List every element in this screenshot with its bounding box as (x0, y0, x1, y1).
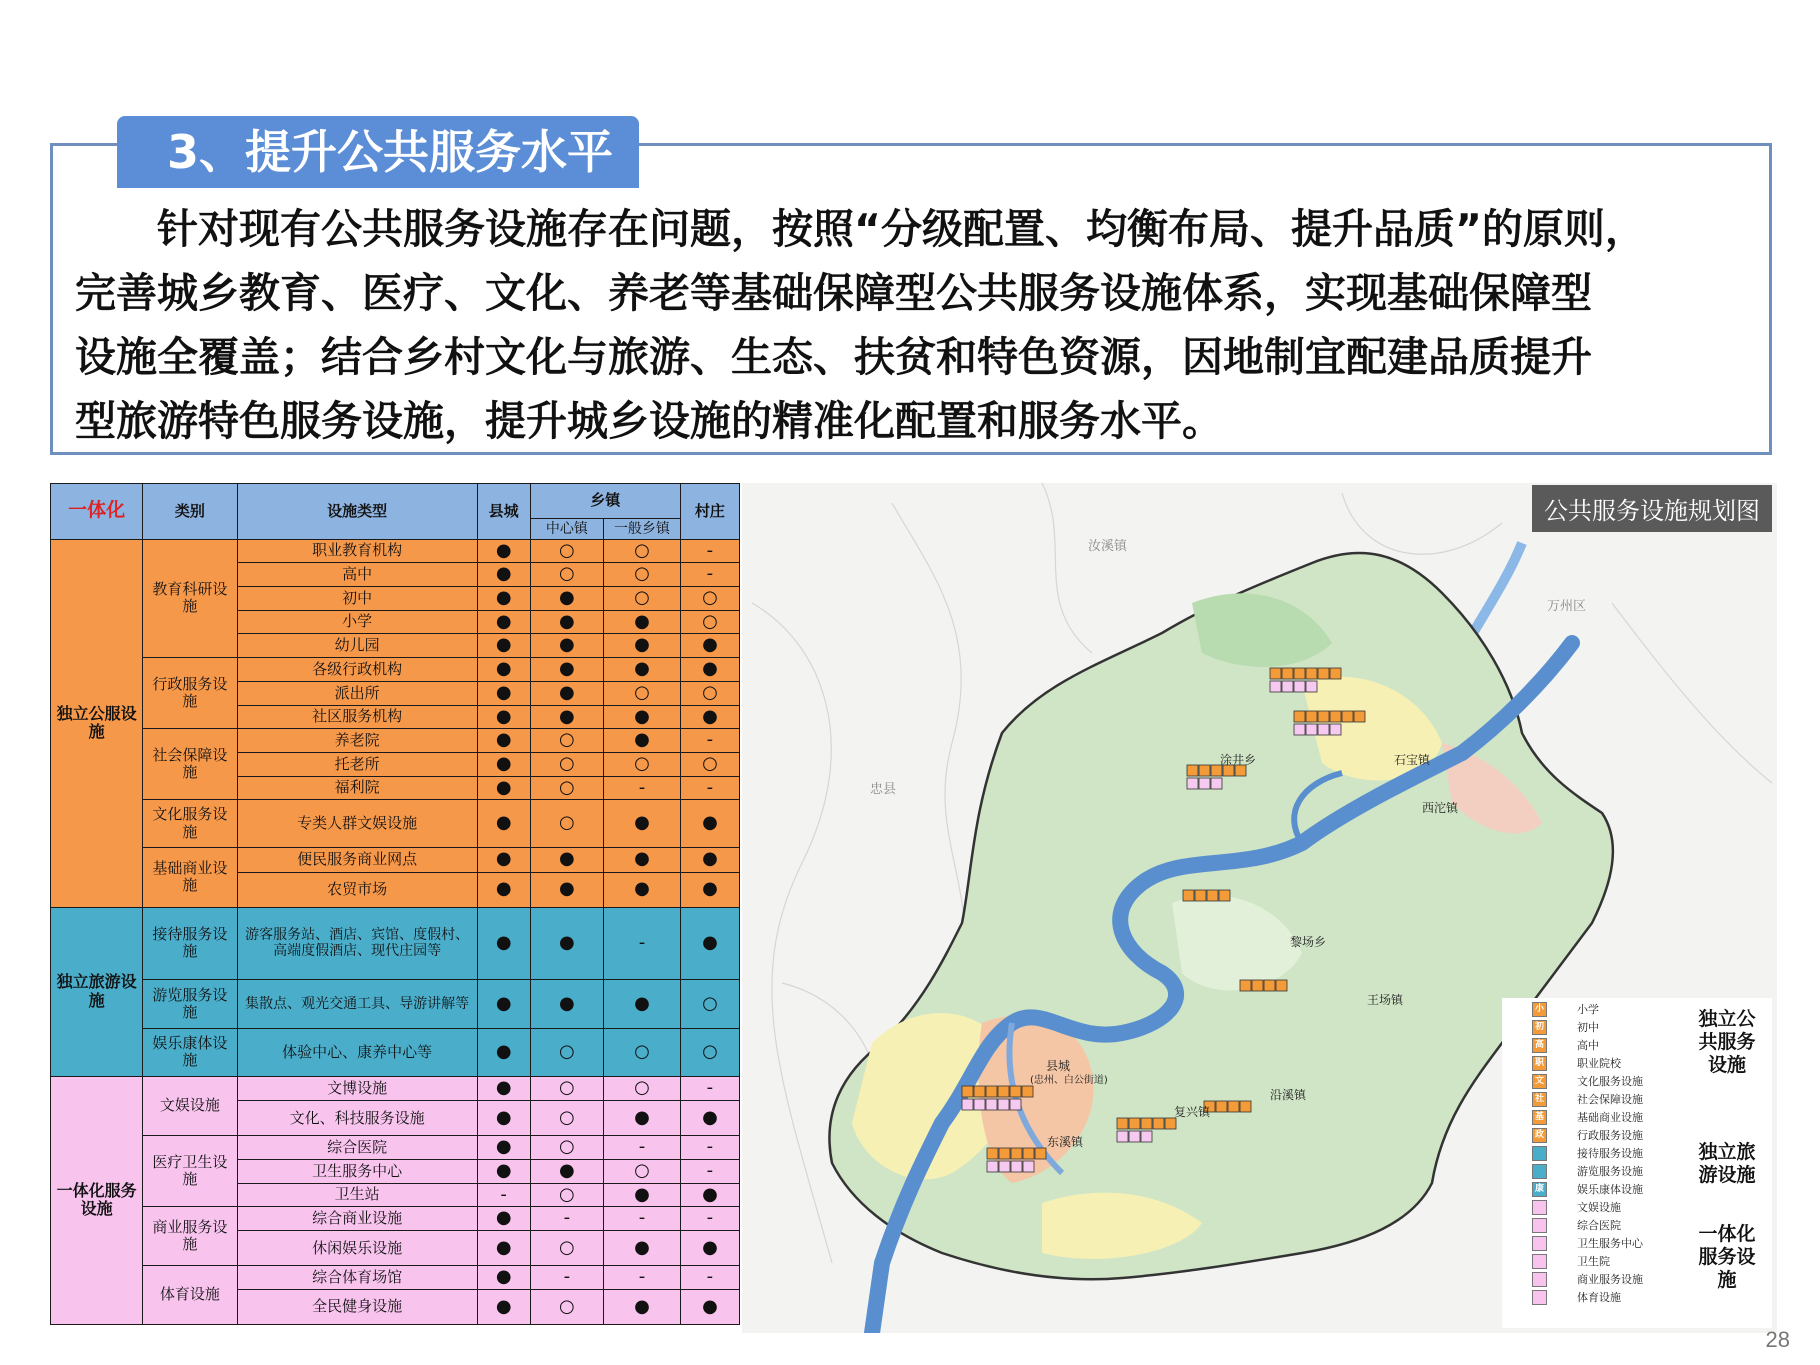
table-row (51, 800, 740, 847)
symbol-cell: - (477, 1183, 530, 1207)
symbol-cell: ● (477, 872, 530, 907)
symbol-cell: ● (604, 847, 681, 872)
table-row (51, 847, 740, 872)
facility-type-cell: 体验中心、康养中心等 (237, 1029, 477, 1076)
legend-swatch: 高 (1532, 1038, 1547, 1053)
symbol-cell: ● (477, 539, 530, 563)
symbol-cell: ● (477, 563, 530, 587)
facility-table (50, 483, 740, 1325)
symbol-cell: ○ (530, 1231, 603, 1266)
symbol-cell: - (680, 776, 739, 800)
symbol-cell: ○ (680, 979, 739, 1028)
symbol-cell: ● (477, 1029, 530, 1076)
place-label: 西沱镇 (1422, 801, 1459, 815)
place-label: 涂井乡 (1220, 753, 1257, 767)
symbol-cell: ● (604, 1101, 681, 1136)
table-row (51, 1136, 740, 1160)
symbol-cell: ○ (530, 539, 603, 563)
legend-group-label: 独立公共服务设施 (1698, 1008, 1756, 1076)
category-cell: 商业服务设施 (143, 1207, 238, 1266)
symbol-cell: ● (477, 1136, 530, 1160)
place-label: 复兴镇 (1174, 1105, 1211, 1119)
planning-map (742, 483, 1777, 1333)
facility-type-cell: 专类人群文娱设施 (237, 800, 477, 847)
symbol-cell: ● (477, 1266, 530, 1290)
symbol-cell: ● (477, 1289, 530, 1324)
facility-type-cell: 福利院 (237, 776, 477, 800)
table-row (51, 539, 740, 563)
symbol-cell: ○ (530, 1076, 603, 1101)
symbol-cell: ○ (680, 610, 739, 634)
symbol-cell: - (680, 1136, 739, 1160)
symbol-cell: ○ (530, 1029, 603, 1076)
symbol-cell: - (680, 563, 739, 587)
facility-type-cell: 初中 (237, 587, 477, 611)
facility-type-cell: 各级行政机构 (237, 658, 477, 682)
symbol-cell: ● (680, 1101, 739, 1136)
table-row (51, 1266, 740, 1290)
symbol-cell: ● (680, 658, 739, 682)
symbol-cell: ○ (530, 752, 603, 776)
symbol-cell: ● (604, 729, 681, 753)
symbol-cell: ● (604, 1289, 681, 1324)
symbol-cell: ● (477, 1160, 530, 1184)
symbol-cell: - (680, 1160, 739, 1184)
header-integration: 一体化 (51, 484, 143, 540)
symbol-cell: ● (604, 800, 681, 847)
intro-line: 完善城乡教育、医疗、文化、养老等基础保障型公共服务设施体系，实现基础保障型 (75, 269, 1592, 317)
legend-swatch (1532, 1218, 1547, 1233)
symbol-cell: - (680, 1266, 739, 1290)
symbol-cell: - (604, 1136, 681, 1160)
facility-type-cell: 集散点、观光交通工具、导游讲解等 (237, 979, 477, 1028)
legend-item: 文娱设施 (1532, 1198, 1621, 1216)
symbol-cell: ○ (530, 1183, 603, 1207)
legend-item: 职 职业院校 (1532, 1054, 1621, 1072)
legend-swatch: 社 (1532, 1092, 1547, 1107)
symbol-cell: ● (530, 872, 603, 907)
legend-item: 综合医院 (1532, 1216, 1621, 1234)
symbol-cell: - (680, 1076, 739, 1101)
intro-line: 型旅游特色服务设施，提升城乡设施的精准化配置和服务水平。 (75, 397, 1223, 445)
legend-item: 卫生服务中心 (1532, 1234, 1643, 1252)
symbol-cell: ● (530, 907, 603, 979)
facility-type-cell: 高中 (237, 563, 477, 587)
symbol-cell: ● (530, 658, 603, 682)
category-cell: 医疗卫生设施 (143, 1136, 238, 1207)
category-cell: 行政服务设施 (143, 658, 238, 729)
symbol-cell: ● (604, 979, 681, 1028)
symbol-cell: ● (680, 634, 739, 658)
symbol-cell: ● (477, 658, 530, 682)
symbol-cell: ● (477, 1076, 530, 1101)
category-cell: 社会保障设施 (143, 729, 238, 800)
legend-item: 初 初中 (1532, 1018, 1599, 1036)
legend-item: 高 高中 (1532, 1036, 1599, 1054)
place-label: 汝溪镇 (1088, 539, 1128, 554)
category-cell: 文化服务设施 (143, 800, 238, 847)
symbol-cell: ○ (604, 1076, 681, 1101)
category-cell: 教育科研设施 (143, 539, 238, 658)
symbol-cell: ● (680, 1183, 739, 1207)
legend-swatch: 基 (1532, 1110, 1547, 1125)
legend-swatch: 小 (1532, 1002, 1547, 1017)
facility-type-cell: 农贸市场 (237, 872, 477, 907)
symbol-cell: - (680, 539, 739, 563)
place-label: 石宝镇 (1394, 753, 1431, 767)
symbol-cell: ○ (680, 1029, 739, 1076)
place-label: 忠县 (870, 782, 897, 797)
symbol-cell: ● (680, 1289, 739, 1324)
table-row (51, 658, 740, 682)
symbol-cell: ● (530, 681, 603, 705)
symbol-cell: ○ (680, 681, 739, 705)
category-cell: 基础商业设施 (143, 847, 238, 907)
symbol-cell: ● (680, 907, 739, 979)
legend-swatch (1532, 1164, 1547, 1179)
category-cell: 文娱设施 (143, 1076, 238, 1136)
category-cell: 体育设施 (143, 1266, 238, 1325)
category-cell: 游览服务设施 (143, 979, 238, 1028)
facility-type-cell: 综合商业设施 (237, 1207, 477, 1231)
symbol-cell: ● (530, 610, 603, 634)
legend-item: 游览服务设施 (1532, 1162, 1643, 1180)
symbol-cell: - (680, 1207, 739, 1231)
symbol-cell: - (604, 1266, 681, 1290)
facility-type-cell: 综合医院 (237, 1136, 477, 1160)
symbol-cell: - (604, 776, 681, 800)
symbol-cell: ● (477, 634, 530, 658)
legend-swatch: 文 (1532, 1074, 1547, 1089)
header-county: 县城 (477, 484, 530, 540)
legend-item: 文 文化服务设施 (1532, 1072, 1643, 1090)
facility-type-cell: 职业教育机构 (237, 539, 477, 563)
legend-swatch (1532, 1290, 1547, 1305)
place-label: 沿溪镇 (1270, 1088, 1307, 1102)
symbol-cell: ● (604, 634, 681, 658)
symbol-cell: ● (477, 800, 530, 847)
group-independent-public: 独立公服设施 (51, 539, 143, 907)
map-legend (1502, 998, 1772, 1328)
group-independent-tourism: 独立旅游设施 (51, 907, 143, 1076)
symbol-cell: ○ (604, 752, 681, 776)
symbol-cell: ● (477, 1101, 530, 1136)
symbol-cell: ○ (530, 1136, 603, 1160)
legend-item: 小 小学 (1532, 1000, 1599, 1018)
symbol-cell: ○ (680, 752, 739, 776)
legend-swatch: 康 (1532, 1182, 1547, 1197)
symbol-cell: ● (530, 1160, 603, 1184)
legend-item: 康 娱乐康体设施 (1532, 1180, 1643, 1198)
symbol-cell: ○ (604, 587, 681, 611)
facility-type-cell: 卫生服务中心 (237, 1160, 477, 1184)
symbol-cell: - (530, 1266, 603, 1290)
symbol-cell: ● (680, 1231, 739, 1266)
symbol-cell: ● (530, 979, 603, 1028)
legend-swatch: 政 (1532, 1128, 1547, 1143)
symbol-cell: ● (604, 872, 681, 907)
symbol-cell: ○ (530, 563, 603, 587)
legend-swatch (1532, 1146, 1547, 1161)
legend-swatch (1532, 1200, 1547, 1215)
symbol-cell: ● (477, 776, 530, 800)
legend-swatch (1532, 1254, 1547, 1269)
place-label: (忠州、白公街道) (1030, 1075, 1108, 1086)
legend-item: 商业服务设施 (1532, 1270, 1643, 1288)
table-row (51, 1029, 740, 1076)
legend-group-label: 独立旅游设施 (1698, 1141, 1756, 1186)
category-cell: 接待服务设施 (143, 907, 238, 979)
symbol-cell: ● (604, 1231, 681, 1266)
symbol-cell: - (604, 1207, 681, 1231)
facility-type-cell: 全民健身设施 (237, 1289, 477, 1324)
symbol-cell: ○ (530, 776, 603, 800)
place-label: 东溪镇 (1047, 1135, 1084, 1149)
facility-type-cell: 社区服务机构 (237, 705, 477, 729)
symbol-cell: ● (477, 907, 530, 979)
legend-item: 卫生院 (1532, 1252, 1610, 1270)
facility-type-cell: 派出所 (237, 681, 477, 705)
symbol-cell: ● (530, 634, 603, 658)
facility-type-cell: 托老所 (237, 752, 477, 776)
symbol-cell: ● (477, 587, 530, 611)
symbol-cell: ○ (604, 1160, 681, 1184)
symbol-cell: ● (477, 847, 530, 872)
symbol-cell: ● (477, 729, 530, 753)
table-row (51, 1076, 740, 1101)
symbol-cell: ● (604, 610, 681, 634)
symbol-cell: ● (477, 681, 530, 705)
place-label: 黎场乡 (1290, 935, 1327, 949)
facility-type-cell: 游客服务站、酒店、宾馆、度假村、高端度假酒店、现代庄园等 (237, 907, 477, 979)
header-category: 类别 (143, 484, 238, 540)
facility-type-cell: 休闲娱乐设施 (237, 1231, 477, 1266)
symbol-cell: ● (477, 610, 530, 634)
table-row (51, 1207, 740, 1231)
symbol-cell: ● (477, 752, 530, 776)
place-label: 县城 (1046, 1059, 1071, 1073)
facility-type-cell: 便民服务商业网点 (237, 847, 477, 872)
facility-type-cell: 文化、科技服务设施 (237, 1101, 477, 1136)
symbol-cell: ○ (530, 1101, 603, 1136)
symbol-cell: - (680, 729, 739, 753)
legend-swatch (1532, 1236, 1547, 1251)
symbol-cell: ● (680, 800, 739, 847)
facility-type-cell: 卫生站 (237, 1183, 477, 1207)
facility-type-cell: 小学 (237, 610, 477, 634)
symbol-cell: ● (604, 705, 681, 729)
symbol-cell: - (530, 1207, 603, 1231)
legend-swatch: 职 (1532, 1056, 1547, 1071)
symbol-cell: ● (530, 847, 603, 872)
legend-item: 社 社会保障设施 (1532, 1090, 1643, 1108)
place-label: 王场镇 (1367, 993, 1404, 1007)
legend-group-label: 一体化服务设施 (1698, 1223, 1756, 1291)
header-village: 村庄 (680, 484, 739, 540)
legend-item: 政 行政服务设施 (1532, 1126, 1643, 1144)
map-title: 公共服务设施规划图 (1532, 485, 1772, 532)
place-label: 万州区 (1547, 599, 1587, 614)
symbol-cell: - (604, 907, 681, 979)
symbol-cell: ● (604, 1183, 681, 1207)
intro-paragraph (75, 197, 1767, 453)
symbol-cell: ○ (680, 587, 739, 611)
symbol-cell: ● (477, 705, 530, 729)
table-row (51, 979, 740, 1028)
intro-line: 设施全覆盖；结合乡村文化与旅游、生态、扶贫和特色资源，因地制宜配建品质提升 (75, 333, 1592, 381)
table-row (51, 907, 740, 979)
section-title: 3、提升公共服务水平 (117, 116, 639, 188)
facility-type-cell: 文博设施 (237, 1076, 477, 1101)
symbol-cell: ● (530, 587, 603, 611)
legend-item: 接待服务设施 (1532, 1144, 1643, 1162)
legend-item: 基 基础商业设施 (1532, 1108, 1643, 1126)
facility-type-cell: 养老院 (237, 729, 477, 753)
legend-swatch (1532, 1272, 1547, 1287)
legend-item: 体育设施 (1532, 1288, 1621, 1306)
symbol-cell: ○ (604, 539, 681, 563)
symbol-cell: ○ (604, 681, 681, 705)
group-integrated: 一体化服务设施 (51, 1076, 143, 1324)
symbol-cell: ● (530, 705, 603, 729)
legend-swatch: 初 (1532, 1020, 1547, 1035)
symbol-cell: ○ (530, 1289, 603, 1324)
symbol-cell: ○ (530, 729, 603, 753)
symbol-cell: ○ (530, 800, 603, 847)
header-township: 乡镇 (530, 484, 680, 519)
symbol-cell: ● (680, 872, 739, 907)
symbol-cell: ○ (604, 1029, 681, 1076)
symbol-cell: ● (477, 979, 530, 1028)
header-facility-type: 设施类型 (237, 484, 477, 540)
intro-line: 针对现有公共服务设施存在问题，按照“分级配置、均衡布局、提升品质”的原则， (75, 205, 1646, 253)
symbol-cell: ● (680, 847, 739, 872)
header-general-town: 一般乡镇 (604, 519, 681, 540)
header-central-town: 中心镇 (530, 519, 603, 540)
facility-type-cell: 幼儿园 (237, 634, 477, 658)
symbol-cell: ● (604, 658, 681, 682)
symbol-cell: ○ (604, 563, 681, 587)
symbol-cell: ● (477, 1231, 530, 1266)
symbol-cell: ● (680, 705, 739, 729)
symbol-cell: ● (477, 1207, 530, 1231)
category-cell: 娱乐康体设施 (143, 1029, 238, 1076)
facility-type-cell: 综合体育场馆 (237, 1266, 477, 1290)
page-number: 28 (1765, 1327, 1790, 1352)
table-row (51, 729, 740, 753)
